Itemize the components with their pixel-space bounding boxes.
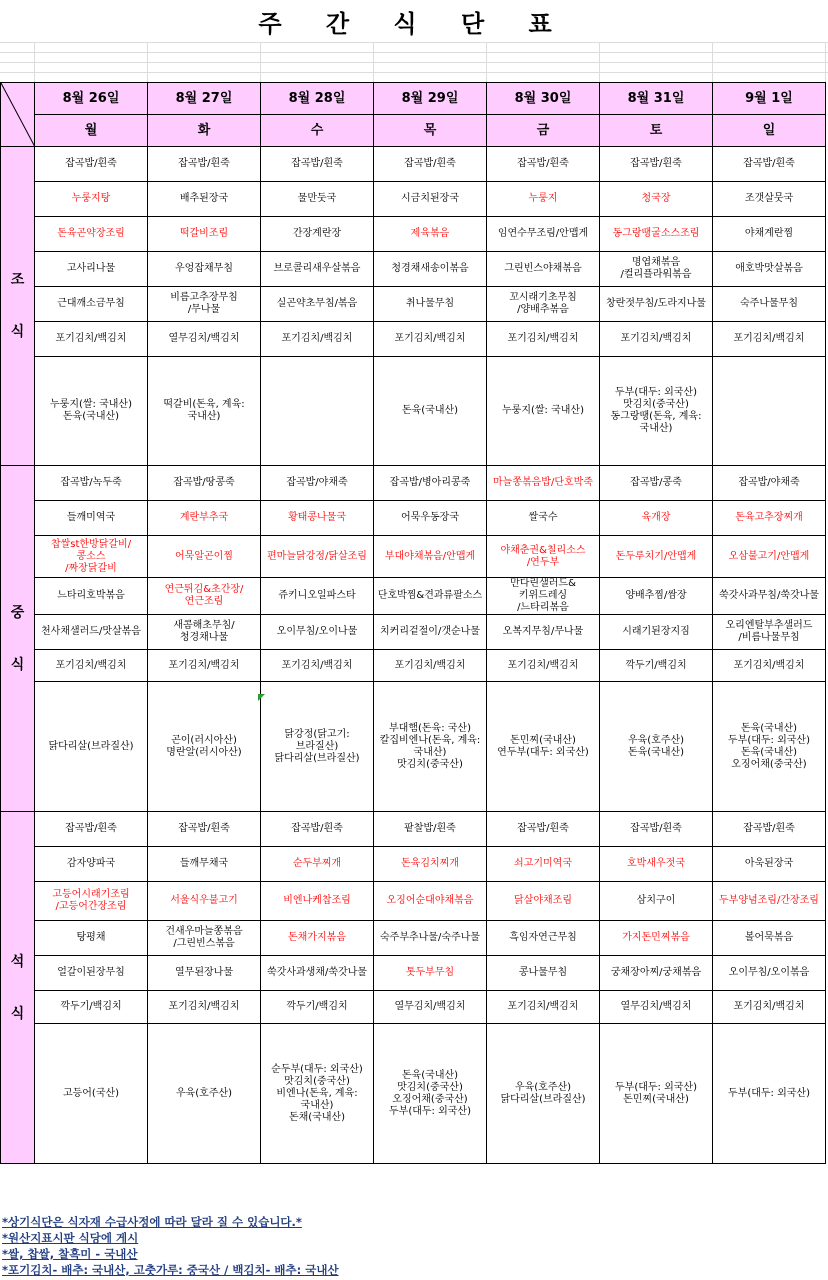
menu-cell: 포기김치/백김치: [261, 322, 374, 357]
menu-row: [1, 682, 826, 812]
date-header: 8월 28일: [261, 83, 374, 115]
menu-cell: 새콤해초무침/청경채나물: [148, 615, 261, 650]
meal-label-text: 조 식: [10, 272, 25, 340]
menu-cell: 애호박맛살볶음: [713, 252, 826, 287]
menu-row: [1, 1024, 826, 1164]
menu-row: [1, 217, 826, 252]
menu-cell: 황태콩나물국: [261, 501, 374, 536]
menu-cell: 양배추찜/쌈장: [600, 578, 713, 615]
menu-cell: 열무김치/백김치: [600, 991, 713, 1024]
menu-cell: 두부양념조림/간장조림: [713, 882, 826, 921]
menu-cell: 꼬시래기초무침 /양배추볶음: [487, 287, 600, 322]
menu-cell: 깍두기/백김치: [35, 991, 148, 1024]
menu-cell: 잡곡밥/땅콩죽: [148, 466, 261, 501]
menu-cell: 볼어묵볶음: [713, 921, 826, 956]
menu-row: [1, 812, 826, 847]
origin-cell: 돈민찌(국내산) 연두부(대두: 외국산): [487, 682, 600, 812]
menu-cell: 감자양파국: [35, 847, 148, 882]
menu-row: [1, 921, 826, 956]
date-header: 8월 26일: [35, 83, 148, 115]
menu-cell: 잡곡밥/흰죽: [487, 812, 600, 847]
menu-row: [1, 252, 826, 287]
menu-cell: 콩나물무침: [487, 956, 600, 991]
origin-cell: 곤이(러시아산) 명란알(러시아산): [148, 682, 261, 812]
menu-cell: 잡곡밥/흰죽: [148, 812, 261, 847]
menu-row: [1, 182, 826, 217]
menu-cell: 돈육김치찌개: [374, 847, 487, 882]
menu-cell: 간장계란장: [261, 217, 374, 252]
note-line: *원산지표시판 식당에 게시: [2, 1231, 139, 1245]
menu-row: [1, 357, 826, 466]
note-line: *상기식단은 식자재 수급사정에 따라 달라 질 수 있습니다.*: [2, 1215, 302, 1229]
meal-label: [1, 812, 35, 1164]
table-corner-cell: [1, 83, 35, 147]
menu-cell: 우엉잡채무침: [148, 252, 261, 287]
menu-cell: 포기김치/백김치: [713, 991, 826, 1024]
menu-cell: 숙주부추나물/숙주나물: [374, 921, 487, 956]
menu-cell: 임연수무조림/안맵게: [487, 217, 600, 252]
meal-label: [1, 147, 35, 466]
menu-cell: 잡곡밥/흰죽: [35, 147, 148, 182]
menu-cell: 실곤약초무침/볶음: [261, 287, 374, 322]
menu-cell: 쇠고기미역국: [487, 847, 600, 882]
menu-row: [1, 615, 826, 650]
menu-cell: 닭살야채조림: [487, 882, 600, 921]
menu-row: [1, 650, 826, 682]
origin-cell: 우육(호주산) 닭다리살(브라질산): [487, 1024, 600, 1164]
menu-row: [1, 956, 826, 991]
menu-cell: 잡곡밥/흰죽: [374, 147, 487, 182]
origin-cell: 고등어(국산): [35, 1024, 148, 1164]
menu-cell: 잡곡밥/녹두죽: [35, 466, 148, 501]
menu-cell: 탕평채: [35, 921, 148, 956]
weekday-header: 금: [487, 115, 600, 147]
origin-cell: 누룽지(쌀: 국내산): [487, 357, 600, 466]
date-header: 8월 27일: [148, 83, 261, 115]
menu-cell: 건새우마늘쫑볶음 /그린빈스볶음: [148, 921, 261, 956]
menu-cell: 어묵알곤이찜: [148, 536, 261, 578]
origin-cell: [713, 357, 826, 466]
weekday-header: 수: [261, 115, 374, 147]
menu-cell: 야채춘권&칠리소스 /연두부: [487, 536, 600, 578]
menu-row: [1, 147, 826, 182]
menu-cell: 천사채샐러드/맛살볶음: [35, 615, 148, 650]
menu-cell: 편마늘닭강정/닭살조림: [261, 536, 374, 578]
menu-cell: 포기김치/백김치: [713, 650, 826, 682]
menu-cell: 찹쌀st한방닭갈비/콩소스 /짜장닭갈비: [35, 536, 148, 578]
menu-cell: 단호박찜&견과류팔소스: [374, 578, 487, 615]
menu-cell: 느타리호박볶음: [35, 578, 148, 615]
menu-cell: 서울식우불고기: [148, 882, 261, 921]
date-header: 8월 30일: [487, 83, 600, 115]
menu-cell: 오복지무침/무나물: [487, 615, 600, 650]
menu-cell: 잡곡밥/흰죽: [600, 812, 713, 847]
menu-cell: 팥찰밥/흰죽: [374, 812, 487, 847]
menu-cell: 잡곡밥/콩죽: [600, 466, 713, 501]
menu-row: [1, 466, 826, 501]
menu-cell: 잡곡밥/흰죽: [148, 147, 261, 182]
menu-cell: 배추된장국: [148, 182, 261, 217]
menu-cell: 오징어순대야채볶음: [374, 882, 487, 921]
menu-cell: 호박새우젓국: [600, 847, 713, 882]
meal-label-text: 석 식: [10, 953, 25, 1022]
menu-cell: 돈두루치기/안맵게: [600, 536, 713, 578]
menu-cell: 포기김치/백김치: [487, 991, 600, 1024]
notes-section: [2, 1214, 828, 1278]
origin-cell: 두부(대두: 외국산) 돈민찌(국내산): [600, 1024, 713, 1164]
weekday-header: 토: [600, 115, 713, 147]
menu-cell: 포기김치/백김치: [374, 322, 487, 357]
menu-cell: 잡곡밥/흰죽: [713, 812, 826, 847]
menu-cell: 잡곡밥/병아리콩죽: [374, 466, 487, 501]
menu-row: [1, 578, 826, 615]
origin-cell: 돈육(국내산) 맛김치(중국산) 오징어채(중국산) 두부(대두: 외국산): [374, 1024, 487, 1164]
spreadsheet-grid-columns: [0, 42, 828, 82]
menu-cell: 부대야채볶음/안맵게: [374, 536, 487, 578]
origin-cell: 누룽지(쌀: 국내산) 돈육(국내산): [35, 357, 148, 466]
date-header: 8월 29일: [374, 83, 487, 115]
menu-cell: 잡곡밥/흰죽: [261, 147, 374, 182]
meal-label-text: 중 식: [10, 604, 25, 673]
menu-cell: 쑥갓사과무침/쑥갓나물: [713, 578, 826, 615]
menu-cell: 명엽채볶음 /컬리플라워볶음: [600, 252, 713, 287]
menu-cell: 포기김치/백김치: [148, 991, 261, 1024]
menu-cell: 쑥갓사과생채/쑥갓나물: [261, 956, 374, 991]
date-header: 8월 31일: [600, 83, 713, 115]
menu-cell: 숙주나물무침: [713, 287, 826, 322]
menu-cell: 톳두부무침: [374, 956, 487, 991]
menu-cell: 취나물무침: [374, 287, 487, 322]
menu-cell: 깍두기/백김치: [261, 991, 374, 1024]
diagonal-line-icon: [1, 83, 35, 147]
menu-cell: 포기김치/백김치: [148, 650, 261, 682]
menu-cell: 포기김치/백김치: [261, 650, 374, 682]
menu-cell: 시래기된장지짐: [600, 615, 713, 650]
menu-row: [1, 847, 826, 882]
menu-cell: 동그랑땡굴소스조림: [600, 217, 713, 252]
weekday-header: 화: [148, 115, 261, 147]
menu-cell: 제육볶음: [374, 217, 487, 252]
menu-cell: 순두부찌개: [261, 847, 374, 882]
menu-cell: 근대깨소금무침: [35, 287, 148, 322]
menu-cell: 포기김치/백김치: [713, 322, 826, 357]
weekday-header: 목: [374, 115, 487, 147]
menu-cell: 오리엔탈부추샐러드 /비름나물무침: [713, 615, 826, 650]
menu-cell: 잡곡밥/흰죽: [487, 147, 600, 182]
weekday-header: 일: [713, 115, 826, 147]
menu-cell: 조갯살뭇국: [713, 182, 826, 217]
menu-cell: 고사리나물: [35, 252, 148, 287]
menu-cell: 시금치된장국: [374, 182, 487, 217]
menu-cell: 포기김치/백김치: [35, 322, 148, 357]
meal-label: [1, 466, 35, 812]
menu-cell: 들깨무채국: [148, 847, 261, 882]
menu-row: [1, 322, 826, 357]
menu-cell: 돈육고추장찌개: [713, 501, 826, 536]
menu-cell: 물만둣국: [261, 182, 374, 217]
menu-cell: 잡곡밥/야채죽: [713, 466, 826, 501]
menu-row: [1, 991, 826, 1024]
origin-cell: 순두부(대두: 외국산) 맛김치(중국산) 비엔나(돈육, 계육: 국내산) 돈채(국내산): [261, 1024, 374, 1164]
menu-cell: 그린빈스야채볶음: [487, 252, 600, 287]
menu-cell: 떡갈비조림: [148, 217, 261, 252]
weekly-menu-table: [0, 82, 826, 1164]
origin-cell: [261, 357, 374, 466]
menu-cell: 아욱된장국: [713, 847, 826, 882]
menu-cell: 치커리겉절이/갯순나물: [374, 615, 487, 650]
menu-cell: 궁채장아찌/궁채볶음: [600, 956, 713, 991]
menu-cell: 쌀국수: [487, 501, 600, 536]
menu-cell: 포기김치/백김치: [487, 650, 600, 682]
menu-cell: 잡곡밥/흰죽: [600, 147, 713, 182]
menu-row: [1, 501, 826, 536]
comment-marker-icon: [258, 694, 265, 701]
menu-cell: 포기김치/백김치: [35, 650, 148, 682]
origin-cell: 닭다리살(브라질산): [35, 682, 148, 812]
menu-cell: 포기김치/백김치: [374, 650, 487, 682]
menu-cell: 비름고추장무침 /무나물: [148, 287, 261, 322]
menu-cell: 오이무침/오이볶음: [713, 956, 826, 991]
menu-cell: 육개장: [600, 501, 713, 536]
menu-cell: 오이무침/오이나물: [261, 615, 374, 650]
menu-row: [1, 536, 826, 578]
origin-cell: 떡갈비(돈육, 계육: 국내산): [148, 357, 261, 466]
menu-cell: 잡곡밥/야채죽: [261, 466, 374, 501]
menu-cell: 연근튀김&초간장/연근조림: [148, 578, 261, 615]
menu-cell: 쥬키니오일파스타: [261, 578, 374, 615]
page-title: 주 간 식 단 표: [258, 9, 570, 38]
origin-cell: 돈육(국내산) 두부(대두: 외국산) 돈육(국내산) 오징어채(중국산): [713, 682, 826, 812]
origin-cell: 돈육(국내산): [374, 357, 487, 466]
menu-row: [1, 287, 826, 322]
menu-cell: 열무김치/백김치: [374, 991, 487, 1024]
menu-cell: 포기김치/백김치: [487, 322, 600, 357]
menu-cell: 얼갈이된장무침: [35, 956, 148, 991]
menu-cell: 포기김치/백김치: [600, 322, 713, 357]
menu-cell: 흑임자연근무침: [487, 921, 600, 956]
menu-cell: 계란부추국: [148, 501, 261, 536]
menu-cell: 깍두기/백김치: [600, 650, 713, 682]
note-line: *포기김치- 배추: 국내산, 고춧가루: 중국산 / 백김치- 배추: 국내산: [2, 1263, 339, 1277]
menu-cell: 오삼불고기/안맵게: [713, 536, 826, 578]
menu-cell: 브로콜리새우살볶음: [261, 252, 374, 287]
menu-cell: 가지돈민찌볶음: [600, 921, 713, 956]
menu-cell: 열무된장나물: [148, 956, 261, 991]
origin-cell: 부대햄(돈육: 국산) 칼집비엔나(돈육, 계육: 국내산) 맛김치(중국산): [374, 682, 487, 812]
menu-cell: 잡곡밥/흰죽: [261, 812, 374, 847]
menu-cell: 청국장: [600, 182, 713, 217]
menu-cell: 창란젓무침/도라지나물: [600, 287, 713, 322]
origin-cell: 닭강정(닭고기: 브라질산) 닭다리살(브라질산): [261, 682, 374, 812]
menu-cell: 잡곡밥/흰죽: [35, 812, 148, 847]
menu-cell: 잡곡밥/흰죽: [713, 147, 826, 182]
weekday-header: 월: [35, 115, 148, 147]
menu-cell: 열무김치/백김치: [148, 322, 261, 357]
menu-cell: 비엔나케찹조림: [261, 882, 374, 921]
menu-cell: 청경채새송이볶음: [374, 252, 487, 287]
date-header: 9월 1일: [713, 83, 826, 115]
menu-cell: 돈채가지볶음: [261, 921, 374, 956]
menu-cell: 돈육곤약장조림: [35, 217, 148, 252]
menu-cell: 어묵우동장국: [374, 501, 487, 536]
origin-cell: 우육(호주산): [148, 1024, 261, 1164]
menu-cell: 누룽지탕: [35, 182, 148, 217]
menu-cell: 마늘쫑볶음밥/단호박죽: [487, 466, 600, 501]
menu-cell: 야채계란찜: [713, 217, 826, 252]
menu-cell: 들깨미역국: [35, 501, 148, 536]
menu-cell: 삼치구이: [600, 882, 713, 921]
note-line: *쌀, 찹쌀, 찰흑미 - 국내산: [2, 1247, 138, 1261]
menu-cell: 누룽지: [487, 182, 600, 217]
menu-cell: 고등어시래기조림 /고등어간장조림: [35, 882, 148, 921]
menu-row: [1, 882, 826, 921]
origin-cell: 두부(대두: 외국산): [713, 1024, 826, 1164]
origin-cell: 두부(대두: 외국산) 맛김치(중국산) 동그랑땡(돈육, 계육: 국내산): [600, 357, 713, 466]
origin-cell: 우육(호주산) 돈육(국내산): [600, 682, 713, 812]
menu-cell: 만다린샐러드&키위드레싱 /느타리볶음: [487, 578, 600, 615]
